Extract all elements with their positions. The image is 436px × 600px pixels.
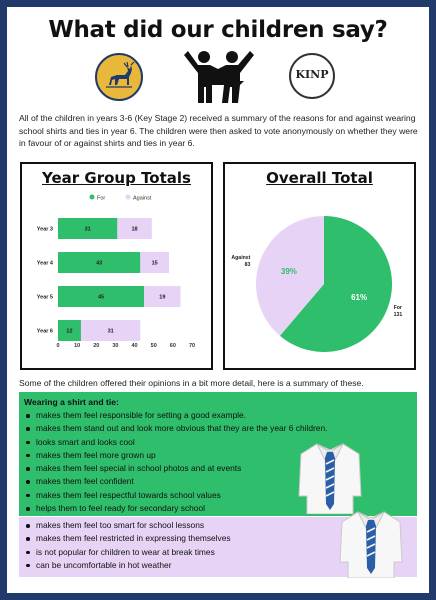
shirt-and-tie-image xyxy=(338,508,404,578)
x-tick-label: 50 xyxy=(150,343,157,349)
list-item: helps them to feel ready for secondary school xyxy=(21,502,327,515)
pie-percent-label: 61% xyxy=(351,292,368,302)
overall-total-chart-panel xyxy=(223,162,416,370)
legend-label: Against xyxy=(133,195,152,202)
bar-chart-title: Year Group Totals xyxy=(42,169,191,187)
list-item: makes them feel respectful towards school values xyxy=(21,489,327,502)
pie-chart-title: Overall Total xyxy=(266,169,373,187)
data-label: 15 xyxy=(151,260,158,267)
x-tick-label: 10 xyxy=(74,343,81,349)
year-group-chart-panel xyxy=(20,162,213,370)
school-badge-logo xyxy=(95,53,143,101)
pie-slice-name: For xyxy=(393,304,402,311)
x-tick-label: 60 xyxy=(169,343,176,349)
category-label: Year 4 xyxy=(36,260,53,267)
kinp-logo xyxy=(289,53,335,99)
pie-slice-name: Against xyxy=(231,255,251,262)
data-label: 31 xyxy=(84,226,91,233)
legend-swatch xyxy=(126,195,131,200)
shirt-tie-icon xyxy=(297,440,363,514)
list-item: can be uncomfortable in hot weather xyxy=(21,559,231,572)
summary-text: Some of the children offered their opinions in a bit more detail, here is a summary of these. xyxy=(19,378,364,388)
data-label: 43 xyxy=(96,260,103,267)
data-label: 45 xyxy=(98,294,105,301)
category-label: Year 5 xyxy=(36,294,53,301)
data-label: 31 xyxy=(107,328,114,335)
against-reasons-list xyxy=(21,519,231,572)
shirt-and-tie-image xyxy=(297,440,363,514)
category-label: Year 6 xyxy=(36,328,53,335)
x-tick-label: 0 xyxy=(56,343,60,349)
x-tick-label: 30 xyxy=(112,343,119,349)
pie-slice-value: 83 xyxy=(244,262,251,269)
list-item: makes them feel restricted in expressing themselves xyxy=(21,532,231,545)
for-reasons-heading: Wearing a shirt and tie: xyxy=(24,397,119,407)
x-tick-label: 40 xyxy=(131,343,138,349)
for-reasons-list xyxy=(21,409,327,515)
x-tick-label: 70 xyxy=(188,343,196,349)
bar-chart xyxy=(22,190,211,370)
page-title: What did our children say? xyxy=(48,17,388,43)
pie-chart xyxy=(225,190,414,370)
data-label: 12 xyxy=(66,328,73,335)
data-label: 18 xyxy=(131,226,138,233)
children-icon xyxy=(178,49,258,105)
list-item: makes them feel responsible for setting a good example. xyxy=(21,409,327,422)
legend-swatch xyxy=(90,195,95,200)
pie-percent-label: 39% xyxy=(280,267,297,277)
list-item: makes them feel special in school photos and at events xyxy=(21,462,327,475)
list-item: makes them feel confident xyxy=(21,475,327,488)
children-logo xyxy=(178,49,258,105)
category-label: Year 3 xyxy=(36,226,53,233)
kinp-logo-text: KINP xyxy=(295,68,329,81)
deer-icon xyxy=(97,55,141,99)
list-item: makes them feel more grown up xyxy=(21,449,327,462)
pie-slice-value: 131 xyxy=(393,311,403,318)
x-tick-label: 20 xyxy=(93,343,100,349)
list-item: is not popular for children to wear at break times xyxy=(21,546,231,559)
legend-label: For xyxy=(97,195,106,202)
list-item: makes them feel too smart for school lessons xyxy=(21,519,231,532)
list-item: looks smart and looks cool xyxy=(21,436,327,449)
intro-paragraph: All of the children in years 3-6 (Key Stage 2) received a summary of the reasons for and against wearing school shirts and ties in year 6. The children were then asked to vote anonymously on whether they were in favour of or against shirts and ties in year 6. xyxy=(19,113,418,148)
data-label: 19 xyxy=(159,294,166,301)
shirt-tie-icon xyxy=(338,508,404,578)
list-item: makes them stand out and look more obvious that they are the year 6 children. xyxy=(21,422,327,435)
